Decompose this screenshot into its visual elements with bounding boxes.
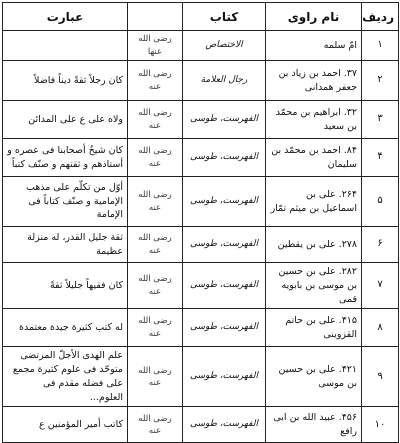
honorific: رضی الله عنه: [128, 139, 183, 177]
honorific: رضی الله عنه: [128, 101, 183, 139]
header-book: کتاب: [183, 3, 266, 31]
phrase-text: کان شیخُ أصحابنا فی عصره و أستاذهم و ثقتهم و صنّف کتباً: [3, 139, 128, 177]
narrator-name: ۲۷۸. علی بن یقطین: [266, 227, 362, 263]
book-title: رجال العلامة: [183, 61, 266, 101]
table-row: [3, 347, 399, 407]
table-row: [3, 31, 399, 61]
phrase-text: ولاه علی ع علی المدائن: [3, 101, 128, 139]
narrator-name: ۳۷. احمد بن زیاد بن جعفر همدانی: [266, 61, 362, 101]
row-number: ۳: [362, 101, 399, 139]
honorific: رضی الله عنه: [128, 263, 183, 309]
phrase-text: کاتب أمیر المؤمنین ع: [3, 407, 128, 443]
book-title: الفهرست، طوسی: [183, 407, 266, 443]
table-row: [3, 263, 399, 309]
header-row-number: ردیف: [362, 3, 399, 31]
phrase-text: له کتب کثیرة جیدة معتمدة: [3, 309, 128, 347]
honorific: رضی الله عنه: [128, 309, 183, 347]
row-number: ۹: [362, 347, 399, 407]
honorific: رضی الله عنه: [128, 61, 183, 101]
table-row: [3, 101, 399, 139]
table-row: [3, 407, 399, 443]
book-title: الفهرست، طوسی: [183, 139, 266, 177]
table-row: [3, 61, 399, 101]
honorific: رضی الله عنها: [128, 31, 183, 61]
phrase-text: علم الهدی الأجلّ المرتضی متوحّد فی علوم کثیرة مجمع علی فضله مقدم فی العلوم...: [3, 347, 128, 407]
narrator-name: ۲۶۴. علی بن اسماعیل بن میثم تمّار: [266, 177, 362, 227]
row-number: ۵: [362, 177, 399, 227]
book-title: الفهرست، طوسی: [183, 227, 266, 263]
header-narrator-name: نام راوی: [266, 3, 362, 31]
phrase-text: ثقة جلیل القدر، له منزلة عظیمة: [3, 227, 128, 263]
table-row: [3, 227, 399, 263]
honorific: رضی الله عنه: [128, 227, 183, 263]
narrator-name: ۴۵۶. عبید الله بن ابی رافع: [266, 407, 362, 443]
honorific: رضی الله عنه: [128, 407, 183, 443]
book-title: الفهرست، طوسی: [183, 309, 266, 347]
book-title: الفهرست، طوسی: [183, 177, 266, 227]
row-number: ۱: [362, 31, 399, 61]
phrase-text: کان رجلاً ثقةً دیناً فاضلاً: [3, 61, 128, 101]
row-number: ۴: [362, 139, 399, 177]
table-header-row: [3, 3, 399, 31]
narrator-name: ۸۴. احمد بن محمّد بن سلیمان: [266, 139, 362, 177]
row-number: ۲: [362, 61, 399, 101]
narrators-table: [2, 2, 399, 443]
honorific: رضی الله عنه: [128, 347, 183, 407]
row-number: ۶: [362, 227, 399, 263]
row-number: ۱۰: [362, 407, 399, 443]
phrase-text: أوّل من تکلّم علی مذهب الإمامیة و صنّف کتاباً فی الإمامة: [3, 177, 128, 227]
narrator-name: امّ سلمه: [266, 31, 362, 61]
table-row: [3, 139, 399, 177]
honorific: رضی الله عنه: [128, 177, 183, 227]
phrase-text: کان فقیهاً جلیلاً ثقةً: [3, 263, 128, 309]
book-title: الاختصاص: [183, 31, 266, 61]
book-title: الفهرست، طوسی: [183, 101, 266, 139]
row-number: ۷: [362, 263, 399, 309]
book-title: الفهرست، طوسی: [183, 263, 266, 309]
narrator-name: ۳۲. ابراهیم بن محمّد بن سعید: [266, 101, 362, 139]
header-phrase: عبارت: [3, 3, 128, 31]
narrator-name: ۴۲۱. علی بن حسین بن موسی: [266, 347, 362, 407]
phrase-text: [3, 31, 128, 61]
book-title: الفهرست، طوسی: [183, 347, 266, 407]
header-blank: [128, 3, 183, 31]
table-row: [3, 309, 399, 347]
table-row: [3, 177, 399, 227]
row-number: ۸: [362, 309, 399, 347]
narrator-name: ۴۱۵. علی بن حاتم القزوینی: [266, 309, 362, 347]
narrator-name: ۲۸۲. علی بن حسین بن موسی بن بابویه قمی: [266, 263, 362, 309]
